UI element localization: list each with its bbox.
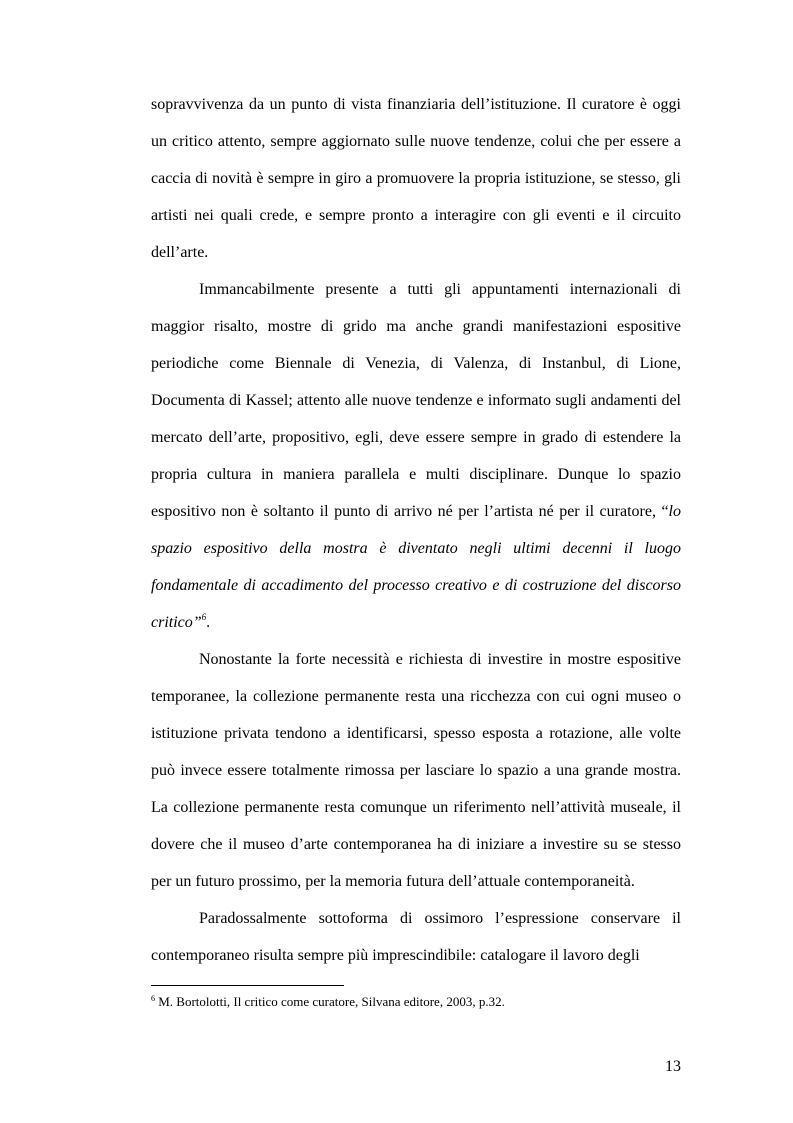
- paragraph-2: [151, 271, 681, 641]
- paragraph-1: sopravvivenza da un punto di vista finanziaria dell’istituzione. Il curatore è oggi un critico attento, sempre aggiornato sulle nuove tendenze, colui che per essere a caccia di novità è sempre in giro a promuovere la propria istituzione, se stesso, gli artisti nei quali crede, e sempre pronto a interagire con gli eventi e il circuito dell’arte.: [151, 96, 681, 261]
- page-number: 13: [665, 1058, 681, 1075]
- paragraph-4: Paradossalmente sottoforma di ossimoro l’espressione conservare il contemporaneo risulta sempre più imprescindibile: catalogare il lavoro degli: [151, 910, 681, 964]
- paragraph-3: Nonostante la forte necessità e richiesta di investire in mostre espositive temporanee, la collezione permanente resta una ricchezza con cui ogni museo o istituzione privata tendono a identificarsi, spesso esposta a rotazione, alle volte può invece essere totalmente rimossa per lasciare lo spazio a una grande mostra. La collezione permanente resta comunque un riferimento nell’attività museale, il dovere che il museo d’arte contemporanea ha di iniziare a investire su se stesso per un futuro prossimo, per la memoria futura dell’attuale contemporaneità.: [151, 651, 681, 890]
- footnote-number: 6: [151, 994, 155, 1003]
- paragraph-2-quote: lo spazio espositivo della mostra è diventato negli ultimi decenni il luogo fondamentale di accadimento del processo creativo e di costruzione del discorso critico”: [151, 503, 681, 631]
- footnote: [151, 993, 681, 1011]
- paragraph-2-text: Immancabilmente presente a tutti gli appuntamenti internazionali di maggior risalto, mostre di grido ma anche grandi manifestazioni espositive periodiche come Biennale di Venezia, di Valenza, di Instanbul, di Lione, Documenta di Kassel; attento alle nuove tendenze e informato sugli andamenti del mercato dell’arte, propositivo, egli, deve essere sempre in grado di estendere la propria cultura in maniera parallela e multi disciplinare. Dunque lo spazio espositivo non è soltanto il punto di arrivo né per l’artista né per il curatore, “: [151, 281, 681, 520]
- body-text: [151, 86, 681, 974]
- paragraph-2-end: .: [206, 614, 211, 631]
- footnote-divider: [151, 985, 344, 986]
- footnote-reference[interactable]: 6: [201, 612, 207, 622]
- footnote-text: M. Bortolotti, Il critico come curatore, Silvana editore, 2003, p.32.: [155, 994, 505, 1009]
